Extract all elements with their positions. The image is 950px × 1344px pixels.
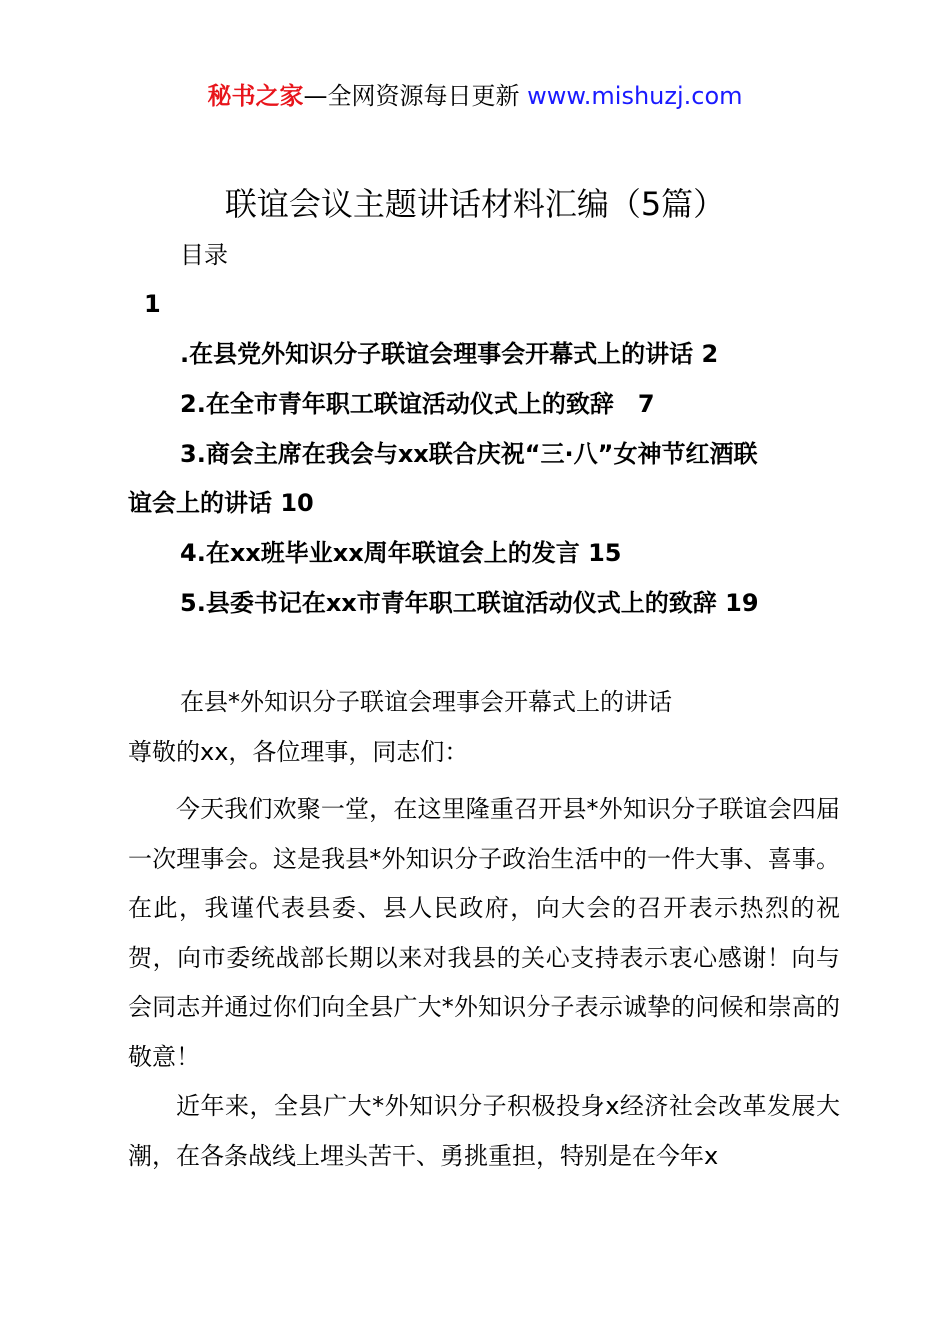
body-paragraph: 今天我们欢聚一堂，在这里隆重召开县*外知识分子联谊会四届一次理事会。这是我县*外知识分子政治生活中的一件大事、喜事。在此，我谨代表县委、县人民政府，向大会的召开表示热烈的祝贺，向市委统战部长期以来对我县的关心支持表示衷心感谢！向与会同志并通过你们向全县广大*外知识分子表示诚挚的问候和崇高的敬意！ [128, 795, 840, 1071]
toc-item[interactable]: 2.在全市青年职工联谊活动仪式上的致辞 7 [180, 390, 655, 418]
toc-item[interactable]: .在县党外知识分子联谊会理事会开幕式上的讲话 2 [180, 340, 719, 368]
toc-number: 1 [144, 290, 161, 318]
salutation: 尊敬的xx，各位理事，同志们： [128, 738, 469, 766]
brand-name: 秘书之家 [207, 82, 304, 110]
toc-item[interactable]: 3.商会主席在我会与xx联合庆祝“三·八”女神节红酒联 [180, 440, 758, 468]
toc-item[interactable]: 4.在xx班毕业xx周年联谊会上的发言 15 [180, 539, 622, 567]
toc-heading: 目录 [180, 241, 228, 269]
body-paragraph: 近年来，全县广大*外知识分子积极投身x经济社会改革发展大潮，在各条战线上埋头苦干、勇挑重担，特别是在今年x [128, 1092, 840, 1170]
document-title: 联谊会议主题讲话材料汇编（5篇） [224, 185, 726, 223]
header-tagline: —全网资源每日更新 [303, 82, 520, 110]
toc-item[interactable]: 5.县委书记在xx市青年职工联谊活动仪式上的致辞 19 [180, 589, 759, 617]
site-header [0, 80, 950, 112]
site-url[interactable]: www.mishuzj.com [527, 82, 743, 110]
section-title: 在县*外知识分子联谊会理事会开幕式上的讲话 [180, 688, 672, 716]
toc-item-continued[interactable]: 谊会上的讲话 10 [128, 489, 314, 517]
